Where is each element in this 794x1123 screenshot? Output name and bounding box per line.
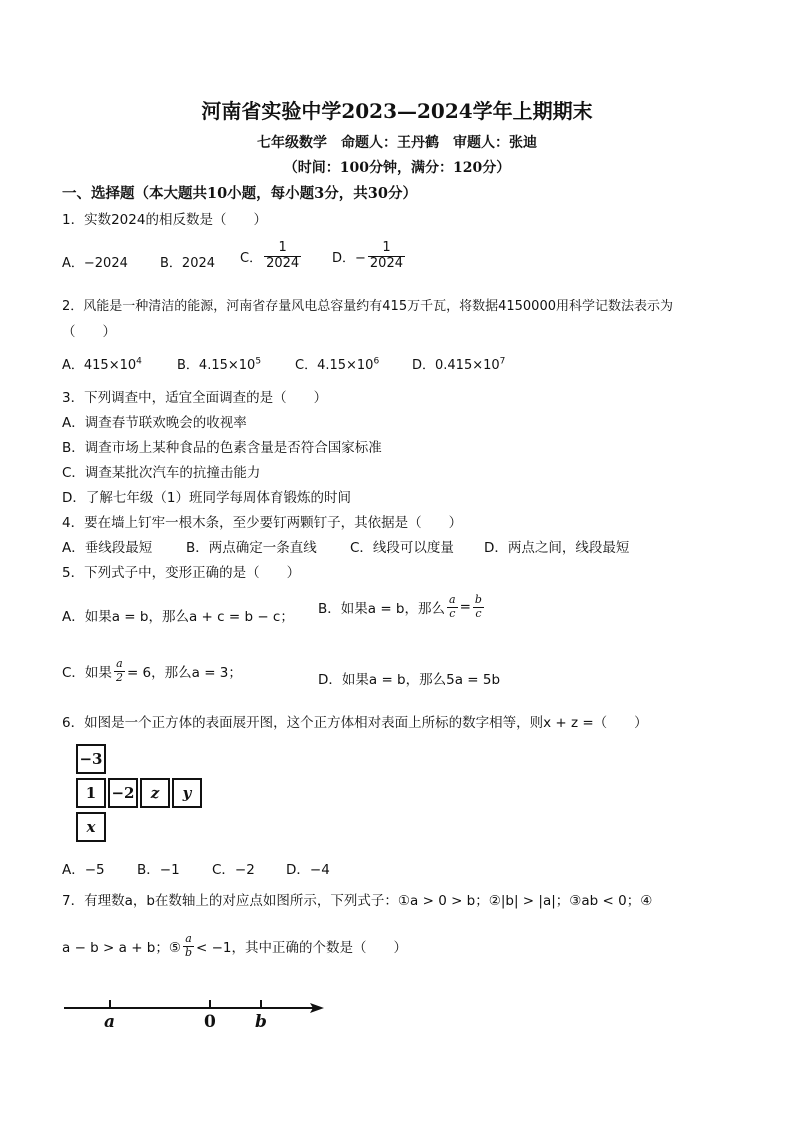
axis-label-b: b: [255, 1012, 267, 1032]
q5-stem: 5．下列式子中，变形正确的是（ ）: [62, 565, 301, 581]
q7-fraction: [183, 933, 194, 959]
q3-option-d: D．了解七年级（1）班同学每周体育锻炼的时间: [62, 490, 351, 506]
q6-option-b: B．−1: [137, 862, 180, 878]
q1-c-num: 1: [278, 240, 287, 255]
q1-option-b: B．2024: [160, 256, 216, 271]
q1-c-den: 2024: [266, 255, 300, 271]
q7-den: b: [184, 945, 193, 959]
page-title: 河南省实验中学2023—2024学年上期期末: [201, 99, 593, 123]
q6-option-d: D．−4: [286, 862, 330, 878]
q4-stem: 4．要在墙上钉牢一根木条，至少要钉两颗钉子，其依据是（ ）: [62, 515, 463, 531]
net-cell-x: x: [76, 812, 106, 842]
q4-option-b: B．两点确定一条直线: [186, 540, 317, 556]
q4-option-a: A．垂线段最短: [62, 540, 153, 556]
q2-d-exp: 7: [499, 356, 506, 367]
axis-label-a: a: [104, 1012, 116, 1032]
q5-b-frac1: [447, 594, 458, 620]
q5-c-frac: [114, 658, 125, 684]
q7-line2-prefix: a − b > a + b；⑤: [62, 940, 181, 957]
q5-b-d1: c: [447, 607, 458, 621]
number-line-svg: [62, 996, 332, 1016]
q5-c-suffix: = 6，那么a = 3；: [126, 665, 242, 682]
q2-stem: 2．风能是一种清洁的能源，河南省存量风电总容量约有415万千瓦，将数据4150000用科学记数法表示为: [62, 299, 673, 314]
q1-c-label: C．: [240, 250, 263, 266]
q5-option-d: D．如果a = b，那么5a = 5b: [318, 672, 501, 688]
q1-stem: 1．实数2024的相反数是（ ）: [62, 212, 267, 228]
q5-option-a: A．如果a = b，那么a + c = b − c；: [62, 609, 294, 625]
q2-c-exp: 6: [373, 356, 380, 367]
net-cell-top: −3: [76, 744, 106, 774]
q1-d-fraction: [368, 241, 405, 272]
q2-option-c: [295, 354, 379, 373]
time-info: （时间：100分钟，满分：120分）: [283, 160, 511, 176]
q5-option-b: [318, 594, 486, 620]
q5-c-prefix: C．如果: [62, 665, 112, 682]
q1-option-d: [332, 241, 407, 272]
q2-option-d: [412, 354, 505, 373]
q2-option-a: [62, 354, 142, 373]
q7-stem: 7．有理数a，b在数轴上的对应点如图所示，下列式子：①a > 0 > b；②|b| > |a|；③ab < 0；④: [62, 893, 653, 909]
q7-line2: [62, 933, 407, 959]
q4-option-d: D．两点之间，线段最短: [484, 540, 630, 556]
q6-option-c: C．−2: [212, 862, 255, 878]
q3-stem: 3．下列调查中，适宜全面调查的是（ ）: [62, 390, 328, 406]
q5-b-prefix: B．如果a = b，那么: [318, 601, 445, 618]
net-cell-y: y: [172, 778, 202, 808]
q5-b-eq: =: [459, 599, 471, 616]
q5-b-frac2: [473, 594, 484, 620]
q5-b-n1: a: [449, 593, 456, 606]
q2-c-base: C．4.15×10: [295, 358, 374, 373]
q1-d-num: 1: [382, 240, 391, 255]
q2-d-base: D．0.415×10: [412, 358, 500, 373]
axis-label-zero: 0: [204, 1012, 216, 1032]
cube-net-figure: [76, 744, 204, 842]
exam-info: 七年级数学 命题人：王丹鹤 审题人：张迪: [257, 135, 537, 151]
q4-option-c: C．线段可以度量: [350, 540, 454, 556]
q5-b-n2: b: [474, 593, 482, 606]
q5-c-num: a: [116, 657, 123, 670]
q1-option-a: A．−2024: [62, 256, 128, 271]
q1-option-c: [240, 241, 303, 272]
net-cell-z: z: [140, 778, 170, 808]
net-cell-1: 1: [76, 778, 106, 808]
q2-a-base: A．415×10: [62, 358, 137, 373]
q5-c-den: 2: [115, 670, 123, 684]
q1-c-fraction: [264, 241, 301, 272]
q5-option-c: [62, 658, 242, 684]
q1-d-label: D．−: [332, 250, 366, 266]
q2-stem-cont: （ ）: [62, 324, 116, 340]
q1-d-den: 2024: [369, 255, 403, 271]
q3-option-b: B．调查市场上某种食品的色素含量是否符合国家标准: [62, 440, 382, 456]
net-cell-2: −2: [108, 778, 138, 808]
q7-line2-suffix: < −1，其中正确的个数是（ ）: [196, 940, 408, 957]
q3-option-a: A．调查春节联欢晚会的收视率: [62, 415, 247, 431]
q2-b-exp: 5: [255, 356, 262, 367]
q2-option-b: [177, 354, 261, 373]
q7-num: a: [185, 932, 192, 945]
q2-a-exp: 4: [136, 356, 142, 367]
section-heading: 一、选择题（本大题共10小题，每小题3分，共30分）: [62, 185, 417, 202]
q2-b-base: B．4.15×10: [177, 358, 256, 373]
q3-option-c: C．调查某批次汽车的抗撞击能力: [62, 465, 261, 481]
q6-stem: 6．如图是一个正方体的表面展开图，这个正方体相对表面上所标的数字相等，则x + z =（ ）: [62, 715, 648, 731]
number-line-figure: [62, 996, 332, 1036]
q6-option-a: A．−5: [62, 862, 105, 878]
q5-b-d2: c: [473, 607, 484, 621]
